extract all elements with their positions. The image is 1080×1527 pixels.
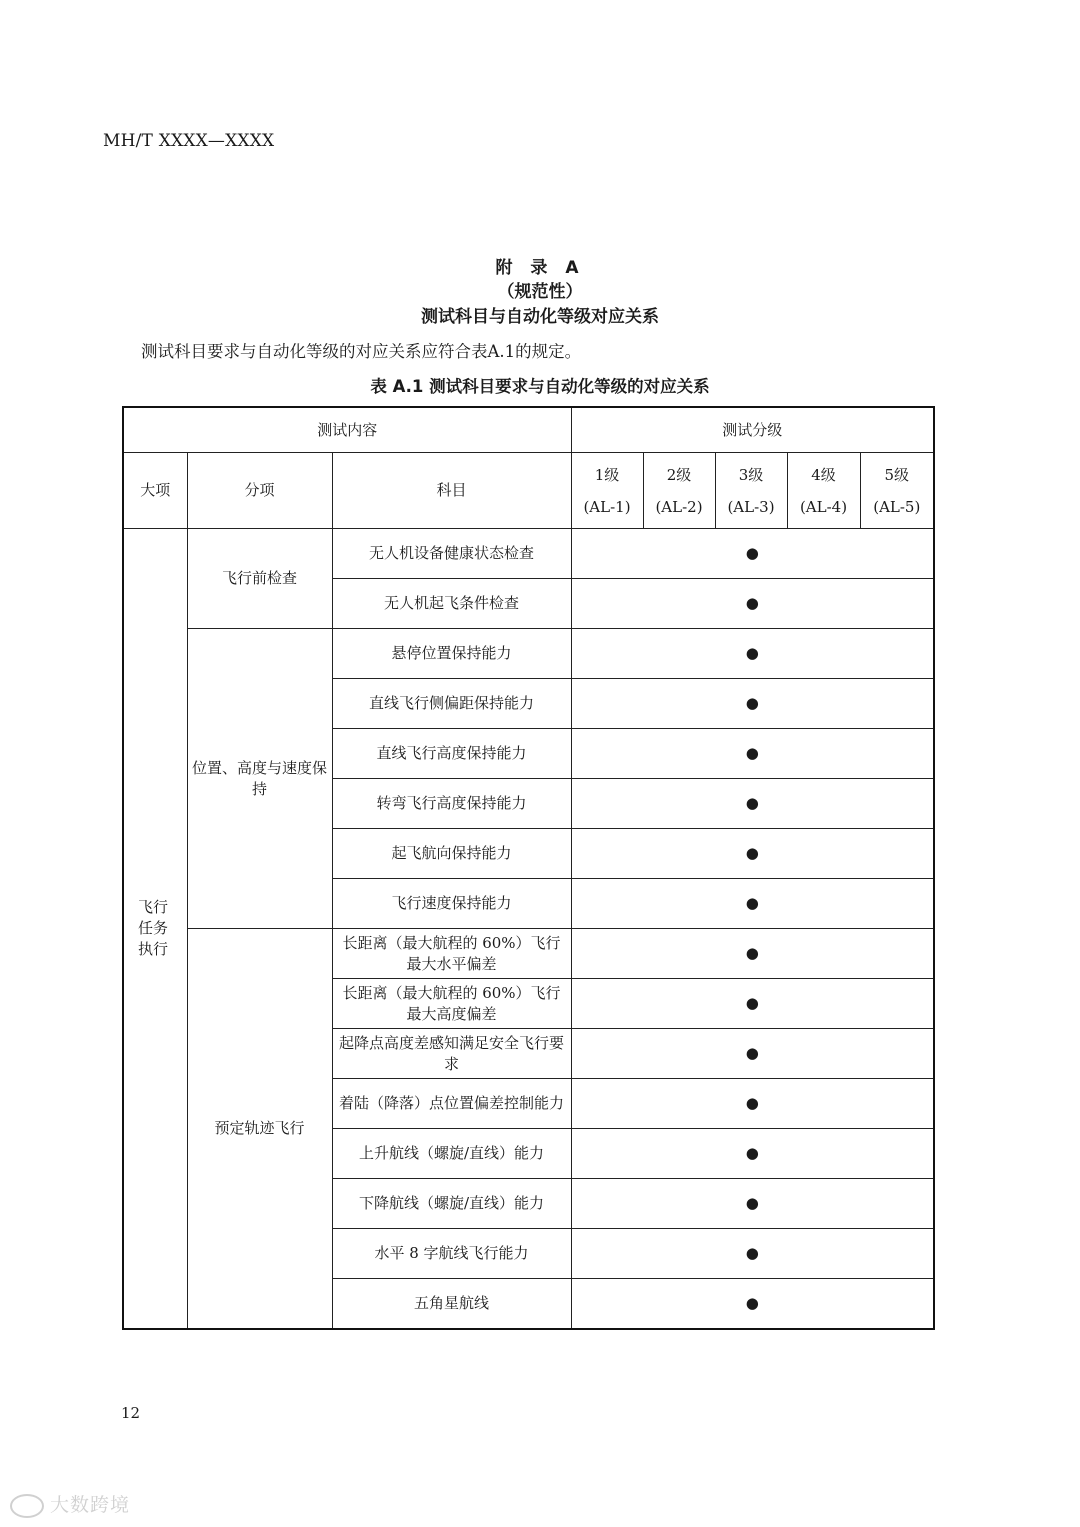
subject-cell: 无人机起飞条件检查 [332,579,571,629]
subject-cell: 悬停位置保持能力 [332,629,571,679]
level-mark-cell: ● [571,1179,934,1229]
watermark: 大数跨境 [10,1490,130,1518]
subject-cell: 起降点高度差感知满足安全飞行要求 [332,1029,571,1079]
level-mark-cell: ● [571,629,934,679]
watermark-logo-icon [10,1494,44,1518]
level-mark-cell: ● [571,829,934,879]
table-caption: 表 A.1 测试科目要求与自动化等级的对应关系 [370,377,710,396]
level-mark-cell: ● [571,1079,934,1129]
page-number: 12 [121,1404,141,1422]
level-mark-cell: ● [571,779,934,829]
major-item-cell: 飞行任务执行 [123,529,187,1330]
subject-cell: 直线飞行高度保持能力 [332,729,571,779]
sub-item-cell: 预定轨迹飞行 [187,929,332,1330]
subject-cell: 水平 8 字航线飞行能力 [332,1229,571,1279]
level-mark-cell: ● [571,879,934,929]
subject-cell: 直线飞行侧偏距保持能力 [332,679,571,729]
document-code: MH/T XXXX—XXXX [103,131,275,151]
appendix-label: 附 录 A [495,258,585,278]
level-mark-cell: ● [571,679,934,729]
header-test-grading: 测试分级 [571,407,934,453]
level-mark-cell: ● [571,1279,934,1330]
correspondence-table [122,406,935,1330]
level-mark-cell: ● [571,529,934,579]
level-mark-cell: ● [571,929,934,979]
level-mark-cell: ● [571,1029,934,1079]
level-mark-cell: ● [571,729,934,779]
subject-cell: 下降航线（螺旋/直线）能力 [332,1179,571,1229]
subject-cell: 上升航线（螺旋/直线）能力 [332,1129,571,1179]
level-header: 1级 (AL-1) [571,453,643,529]
table-row [123,629,934,679]
level-header: 3级 (AL-3) [715,453,787,529]
sub-item-cell: 位置、高度与速度保持 [187,629,332,929]
level-mark-cell: ● [571,579,934,629]
appendix-title: 测试科目与自动化等级对应关系 [421,307,659,327]
subject-cell: 飞行速度保持能力 [332,879,571,929]
header-test-content: 测试内容 [123,407,571,453]
col-sub-item: 分项 [187,453,332,529]
subject-cell: 起飞航向保持能力 [332,829,571,879]
level-mark-cell: ● [571,1229,934,1279]
col-subject: 科目 [332,453,571,529]
subject-cell: 五角星航线 [332,1279,571,1330]
sub-item-cell: 飞行前检查 [187,529,332,629]
level-header: 2级 (AL-2) [643,453,715,529]
level-mark-cell: ● [571,1129,934,1179]
level-header: 4级 (AL-4) [787,453,860,529]
appendix-normative: （规范性） [497,282,583,302]
col-major-item: 大项 [123,453,187,529]
level-mark-cell: ● [571,979,934,1029]
subject-cell: 长距离（最大航程的 60%）飞行最大高度偏差 [332,979,571,1029]
table-row [123,929,934,979]
subject-cell: 转弯飞行高度保持能力 [332,779,571,829]
level-header: 5级 (AL-5) [860,453,934,529]
subject-cell: 着陆（降落）点位置偏差控制能力 [332,1079,571,1129]
intro-paragraph: 测试科目要求与自动化等级的对应关系应符合表A.1的规定。 [141,342,582,361]
subject-cell: 无人机设备健康状态检查 [332,529,571,579]
subject-cell: 长距离（最大航程的 60%）飞行最大水平偏差 [332,929,571,979]
table-row [123,529,934,579]
